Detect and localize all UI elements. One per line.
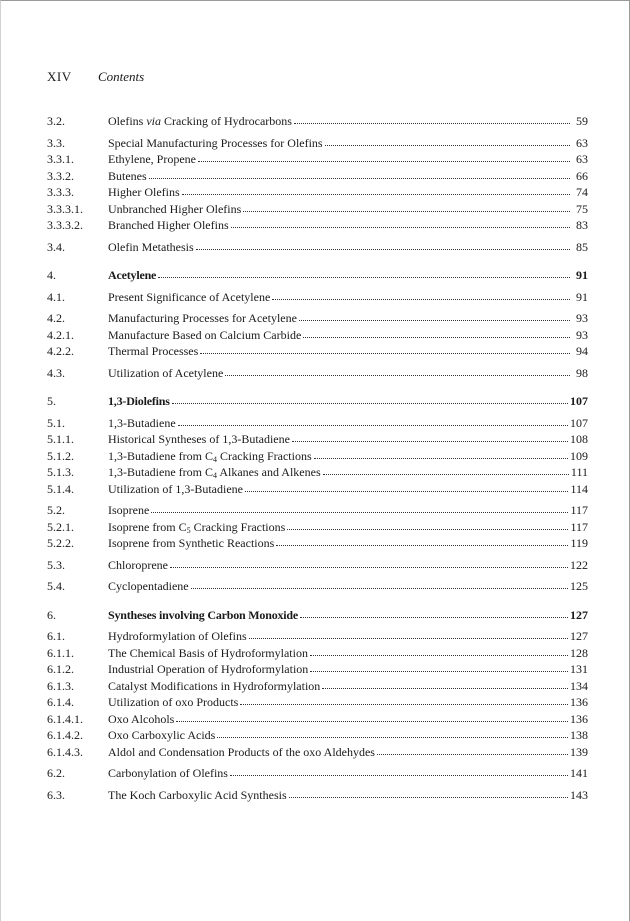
toc-entry: [47, 151, 588, 168]
toc-entry-page: 59: [576, 114, 588, 128]
page-numeral: XIV: [47, 69, 72, 84]
toc-entry-title: Utilization of Acetylene: [108, 365, 224, 380]
dot-leader: [294, 113, 570, 125]
toc-entry-title: Manufacturing Processes for Acetylene: [108, 311, 297, 325]
toc-entry-title: Cyclopentadiene: [108, 579, 189, 593]
toc-entry: [47, 645, 588, 662]
toc-entry-page: 136: [570, 695, 588, 709]
toc-entry-title: Unbranched Higher Olefins: [108, 201, 242, 216]
toc-entry-number: 3.3.2.: [47, 168, 74, 183]
dot-leader: [191, 578, 568, 590]
toc-entry-title: Historical Syntheses of 1,3-Butadiene: [108, 432, 290, 446]
toc-entry: [47, 113, 588, 130]
dot-leader: [158, 267, 570, 279]
toc-entry-page: 125: [570, 579, 588, 593]
toc-entry-number: 3.3.: [47, 135, 65, 150]
toc-entry-page: 131: [570, 662, 588, 676]
toc-entry-title: Carbonylation of Olefins: [108, 766, 228, 780]
toc-entry-page: 93: [576, 311, 588, 325]
toc-entry: [47, 628, 588, 645]
toc-entry-title: Thermal Processes: [108, 344, 199, 358]
toc-entry-title: Oxo Carboxylic Acids: [108, 728, 216, 742]
toc-entry-page: 122: [570, 557, 588, 572]
toc-entry-number: 5.1.2.: [47, 448, 74, 463]
toc-entry-title: Olefin Metathesis: [108, 239, 194, 254]
toc-entry-page: 143: [570, 787, 588, 802]
toc-entry: [47, 557, 588, 574]
toc-entry-number: 6.1.4.: [47, 695, 74, 709]
dot-leader: [198, 151, 570, 163]
toc-entry-number: 3.3.1.: [47, 152, 74, 166]
dot-leader: [292, 431, 568, 443]
dot-leader: [310, 661, 568, 673]
toc-entry-number: 5.3.: [47, 557, 65, 572]
toc-entry: [47, 448, 588, 465]
toc-entry-number: 6.2.: [47, 766, 65, 780]
dot-leader: [231, 217, 570, 229]
toc-entry: [47, 365, 588, 382]
toc-entry-title: 1,3-Diolefins: [108, 394, 170, 408]
toc-entry: [47, 310, 588, 327]
toc-entry-number: 4.1.: [47, 289, 65, 304]
running-title: Contents: [98, 69, 145, 84]
dot-leader: [182, 184, 570, 196]
toc-entry-number: 3.2.: [47, 114, 65, 128]
toc-entry-number: 4.2.: [47, 311, 65, 325]
dot-leader: [287, 519, 568, 531]
toc-entry-title: 1,3-Butadiene: [108, 415, 176, 430]
toc-entry-title: Utilization of 1,3-Butadiene: [108, 481, 243, 496]
toc-entry-page: 139: [570, 744, 588, 759]
dot-leader: [170, 557, 568, 569]
toc-entry-page: 94: [576, 344, 588, 358]
toc-entry: [47, 694, 588, 711]
toc-entry: [47, 481, 588, 498]
toc-entry-page: 63: [576, 152, 588, 166]
dot-leader: [200, 343, 570, 355]
dot-leader: [377, 744, 568, 756]
toc-entry: [47, 678, 588, 695]
toc-entry: [47, 578, 588, 595]
toc-entry: [47, 765, 588, 782]
toc-entry-page: 63: [576, 135, 588, 150]
dot-leader: [300, 607, 568, 619]
toc-entry-title: Higher Olefins: [108, 185, 180, 199]
toc-entry-number: 3.3.3.2.: [47, 218, 83, 232]
toc-entry-title: The Chemical Basis of Hydroformylation: [108, 645, 308, 660]
toc-entry-page: 98: [576, 365, 588, 380]
toc-entry: [47, 239, 588, 256]
dot-leader: [243, 201, 570, 213]
toc-entry-page: 85: [576, 239, 588, 254]
toc-entry-page: 136: [570, 711, 588, 726]
dot-leader: [245, 481, 568, 493]
dot-leader: [322, 678, 568, 690]
toc-entry-page: 83: [576, 218, 588, 232]
toc-entry-title: Manufacture Based on Calcium Carbide: [108, 327, 302, 342]
toc-entry-page: 134: [570, 678, 588, 693]
toc-entry-page: 91: [576, 268, 588, 282]
toc-entry-number: 6.1.2.: [47, 662, 74, 676]
toc-entry-title: Butenes: [108, 168, 147, 183]
toc-entry-number: 6.1.4.2.: [47, 728, 83, 742]
toc-entry-page: 107: [570, 394, 588, 408]
toc-entry: [47, 289, 588, 306]
toc-entry-title: Present Significance of Acetylene: [108, 289, 271, 304]
table-of-contents: [47, 113, 588, 803]
toc-entry-title: 1,3-Butadiene from $C_4$ Cracking Fractions: [108, 448, 312, 464]
toc-entry: [47, 217, 588, 234]
toc-entry: [47, 184, 588, 201]
toc-entry: [47, 787, 588, 804]
toc-entry-page: 93: [576, 327, 588, 342]
toc-entry-title: 1,3-Butadiene from $C_4$ Alkanes and Alkenes: [108, 465, 321, 480]
dot-leader: [149, 168, 570, 180]
toc-entry-page: 128: [570, 645, 588, 660]
toc-entry: [47, 168, 588, 185]
dot-leader: [196, 239, 570, 251]
toc-entry-page: 108: [570, 432, 588, 446]
toc-entry-page: 127: [570, 629, 588, 643]
toc-entry-number: 5.1.: [47, 415, 65, 430]
dot-leader: [240, 694, 568, 706]
toc-entry-page: 107: [570, 415, 588, 430]
toc-entry-page: 111: [570, 465, 588, 479]
toc-entry-title: Special Manufacturing Processes for Olefins: [108, 135, 323, 150]
toc-entry-number: 4.2.1.: [47, 327, 74, 342]
toc-entry-number: 5.1.3.: [47, 465, 74, 479]
toc-entry-page: 127: [570, 607, 588, 622]
toc-entry-title: Industrial Operation of Hydroformylation: [108, 662, 309, 676]
toc-entry: [47, 727, 588, 744]
toc-entry-page: 119: [570, 536, 588, 550]
dot-leader: [272, 289, 570, 301]
dot-leader: [325, 135, 570, 147]
toc-entry: [47, 464, 588, 481]
toc-entry-number: 5.2.2.: [47, 536, 74, 550]
toc-entry-number: 6.1.3.: [47, 678, 74, 693]
toc-entry-number: 5.4.: [47, 579, 65, 593]
toc-entry-title: Branched Higher Olefins: [108, 218, 229, 232]
dot-leader: [314, 448, 568, 460]
toc-entry: [47, 327, 588, 344]
toc-entry-page: 66: [576, 168, 588, 183]
toc-entry-page: 91: [576, 289, 588, 304]
toc-entry-page: 138: [570, 728, 588, 742]
toc-entry-title: Isoprene: [108, 503, 150, 517]
toc-entry-title: Oxo Alcohols: [108, 711, 175, 726]
dot-leader: [178, 415, 568, 427]
dot-leader: [217, 727, 568, 739]
toc-entry-number: 3.4.: [47, 239, 65, 254]
dot-leader: [172, 393, 568, 405]
toc-entry-title: Isoprene from $C_5$ Cracking Fractions: [108, 519, 286, 535]
toc-entry-number: 3.3.3.1.: [47, 201, 83, 216]
toc-entry-title: Catalyst Modifications in Hydroformylation: [108, 678, 321, 693]
toc-entry-page: 109: [570, 448, 588, 463]
toc-entry-title: Utilization of oxo Products: [108, 695, 239, 709]
toc-entry-page: 117: [570, 519, 588, 534]
dot-leader: [151, 502, 568, 514]
toc-entry: [47, 393, 588, 410]
toc-entry: [47, 415, 588, 432]
dot-leader: [230, 765, 568, 777]
toc-entry: [47, 711, 588, 728]
toc-entry: [47, 343, 588, 360]
toc-entry-title: The Koch Carboxylic Acid Synthesis: [108, 787, 287, 802]
toc-entry: [47, 519, 588, 536]
toc-entry: [47, 535, 588, 552]
toc-entry-page: 74: [576, 185, 588, 199]
toc-entry-title: Olefins via Cracking of Hydrocarbons: [108, 114, 292, 128]
toc-entry-title: Ethylene, Propene: [108, 152, 196, 166]
toc-entry-title: Acetylene: [108, 268, 157, 282]
toc-entry-number: 6.1.4.3.: [47, 744, 83, 759]
dot-leader: [289, 787, 568, 799]
toc-entry-page: 114: [570, 481, 588, 496]
toc-entry-number: 6.1.4.1.: [47, 711, 83, 726]
toc-entry-number: 5.1.1.: [47, 432, 74, 446]
toc-entry: [47, 267, 588, 284]
toc-entry-number: 5.2.1.: [47, 519, 74, 534]
toc-entry-number: 4.3.: [47, 365, 65, 380]
toc-entry-title: Aldol and Condensation Products of the oxo Aldehydes: [108, 744, 375, 759]
toc-entry-number: 3.3.3.: [47, 185, 74, 199]
toc-entry-page: 75: [576, 201, 588, 216]
dot-leader: [299, 310, 570, 322]
toc-entry: [47, 201, 588, 218]
toc-entry-page: 117: [570, 503, 588, 517]
toc-entry-number: 5.2.: [47, 503, 65, 517]
toc-entry-number: 5.: [47, 394, 56, 408]
toc-entry-title: Isoprene from Synthetic Reactions: [108, 536, 275, 550]
toc-entry-number: 4.2.2.: [47, 344, 74, 358]
toc-entry: [47, 502, 588, 519]
toc-entry-number: 6.3.: [47, 787, 65, 802]
dot-leader: [303, 327, 570, 339]
toc-entry: [47, 135, 588, 152]
dot-leader: [176, 711, 568, 723]
dot-leader: [310, 645, 568, 657]
toc-entry-title: Chloroprene: [108, 557, 168, 572]
toc-entry-title: Hydroformylation of Olefins: [108, 629, 247, 643]
toc-entry-number: 6.: [47, 607, 56, 622]
toc-entry-title: Syntheses involving Carbon Monoxide: [108, 607, 299, 622]
toc-entry-page: 141: [570, 766, 588, 780]
toc-entry-number: 6.1.1.: [47, 645, 74, 660]
toc-entry: [47, 744, 588, 761]
dot-leader: [225, 365, 570, 377]
dot-leader: [276, 535, 568, 547]
toc-entry-number: 5.1.4.: [47, 481, 74, 496]
toc-entry-number: 4.: [47, 268, 56, 282]
dot-leader: [249, 628, 568, 640]
toc-entry-number: 6.1.: [47, 629, 65, 643]
toc-entry: [47, 431, 588, 448]
toc-entry: [47, 607, 588, 624]
toc-entry: [47, 661, 588, 678]
running-header: [47, 69, 145, 85]
dot-leader: [323, 464, 569, 476]
